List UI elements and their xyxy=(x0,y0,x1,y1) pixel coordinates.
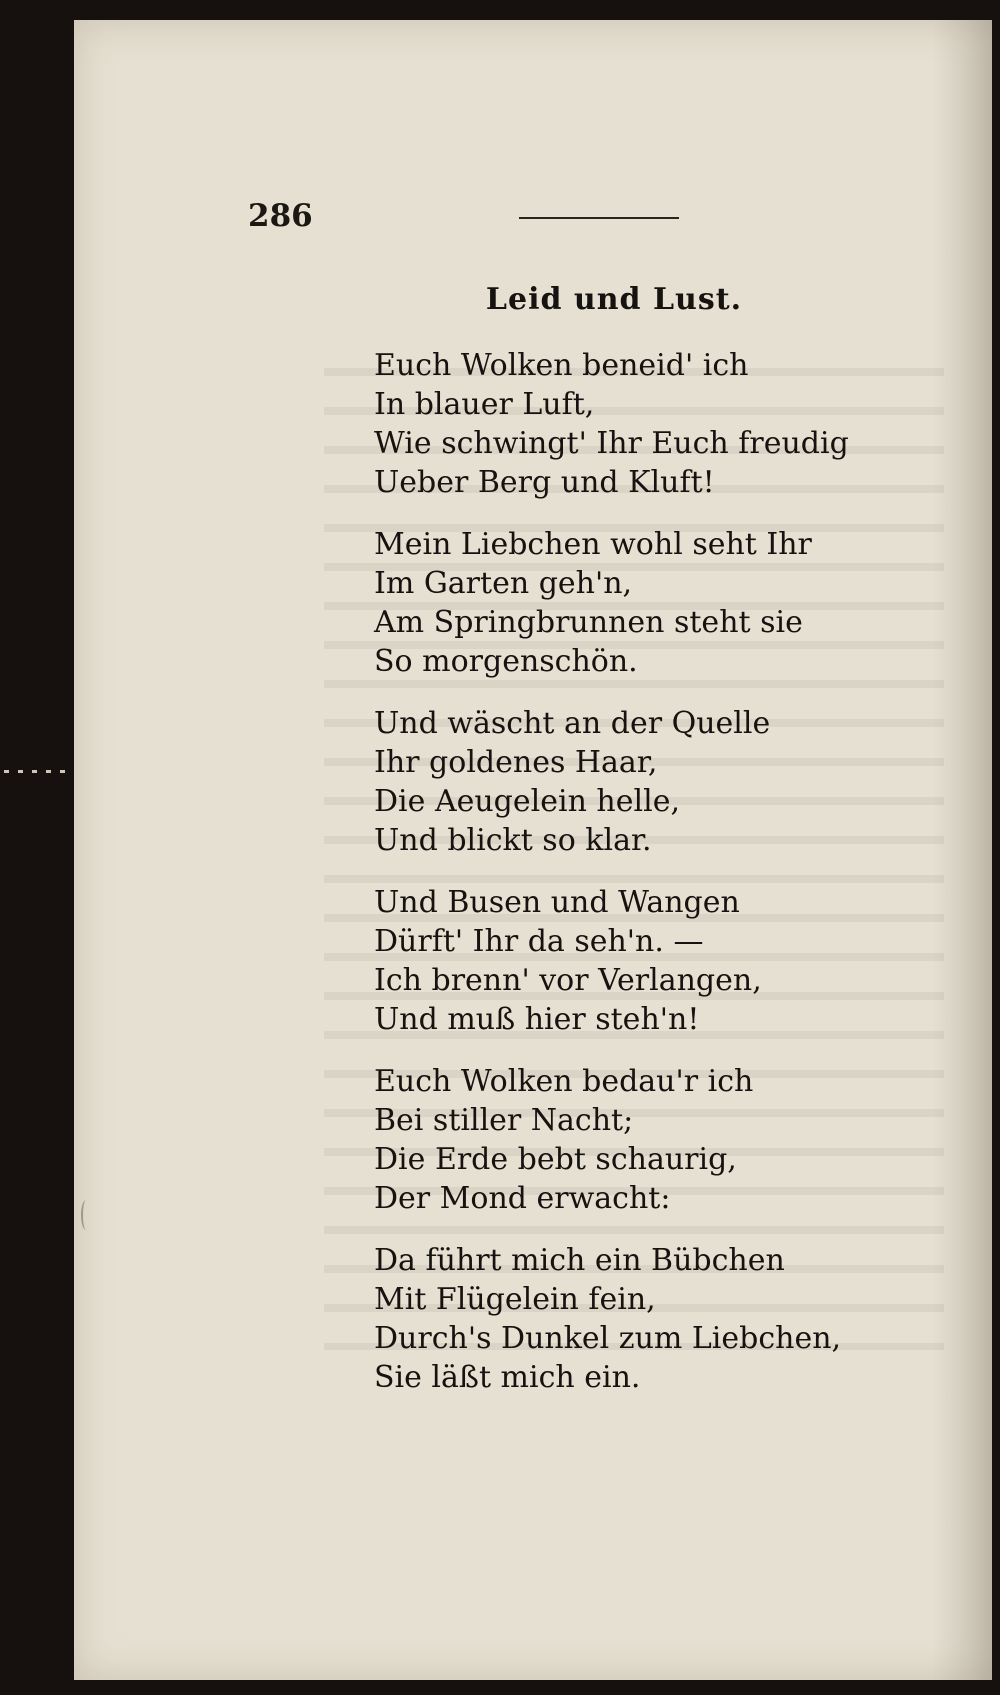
poem-line: Wie schwingt' Ihr Euch freudig xyxy=(374,426,849,461)
stanza xyxy=(374,346,934,502)
stanza xyxy=(374,883,934,1039)
poem-line: Und muß hier steh'n! xyxy=(374,1002,700,1037)
stanza xyxy=(374,704,934,860)
margin-dot xyxy=(32,770,37,773)
ink-mark xyxy=(81,1200,91,1230)
margin-dot xyxy=(4,770,9,773)
poem-line: Ich brenn' vor Verlangen, xyxy=(374,963,762,998)
poem-line: So morgenschön. xyxy=(374,644,638,679)
poem-line: Und Busen und Wangen xyxy=(374,885,740,920)
stanza xyxy=(374,1062,934,1218)
margin-dot xyxy=(60,770,65,773)
stanza xyxy=(374,525,934,681)
poem-line: Der Mond erwacht: xyxy=(374,1181,671,1216)
poem-line: Ihr goldenes Haar, xyxy=(374,745,658,780)
poem-line: In blauer Luft, xyxy=(374,387,595,422)
book-page xyxy=(74,20,992,1680)
poem-line: Am Springbrunnen steht sie xyxy=(374,605,803,640)
header-rule xyxy=(519,217,679,219)
poem-line: Mit Flügelein fein, xyxy=(374,1282,656,1317)
margin-dot xyxy=(18,770,23,773)
poem-line: Die Erde bebt schaurig, xyxy=(374,1142,737,1177)
poem-line: Sie läßt mich ein. xyxy=(374,1360,641,1395)
poem-line: Ueber Berg und Kluft! xyxy=(374,465,715,500)
poem-line: Dürft' Ihr da seh'n. — xyxy=(374,924,704,959)
stanza xyxy=(374,1241,934,1397)
page-edge-shadow xyxy=(932,20,992,1680)
poem-line: Im Garten geh'n, xyxy=(374,566,633,601)
poem-line: Durch's Dunkel zum Liebchen, xyxy=(374,1321,842,1356)
poem-line: Da führt mich ein Bübchen xyxy=(374,1243,785,1278)
poem-line: Mein Liebchen wohl seht Ihr xyxy=(374,527,812,562)
poem-line: Und blickt so klar. xyxy=(374,823,652,858)
poem-line: Euch Wolken beneid' ich xyxy=(374,348,749,383)
poem-line: Euch Wolken bedau'r ich xyxy=(374,1064,754,1099)
poem-line: Und wäscht an der Quelle xyxy=(374,706,771,741)
page-number: 286 xyxy=(248,198,313,234)
poem-line: Die Aeugelein helle, xyxy=(374,784,680,819)
poem-line: Bei stiller Nacht; xyxy=(374,1103,634,1138)
margin-dots xyxy=(0,770,70,810)
margin-dot xyxy=(46,770,51,773)
poem-title: Leid und Lust. xyxy=(485,282,743,317)
poem-body xyxy=(374,346,934,1420)
